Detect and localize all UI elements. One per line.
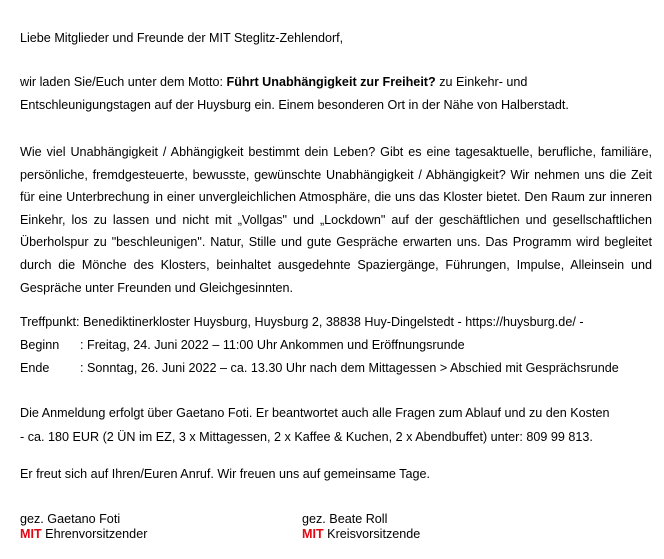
registration-line-2: - ca. 180 EUR (2 ÜN im EZ, 3 x Mittagessen, 2 x Kaffee & Kuchen, 2 x Abendbuffet) unter: 809 99 813. xyxy=(20,430,593,444)
signature-block-2 xyxy=(302,512,420,542)
motto: Führt Unabhängigkeit zur Freiheit? xyxy=(226,75,436,89)
signature-name: gez. Gaetano Foti xyxy=(20,512,121,526)
signature-role-line xyxy=(20,527,147,542)
invitation-line-1 xyxy=(20,74,527,90)
signature-role: Kreisvorsitzende xyxy=(323,527,421,541)
start-row xyxy=(20,337,465,353)
end-row xyxy=(20,360,619,376)
start-label: Beginn xyxy=(20,338,60,352)
start-value: : Freitag, 24. Juni 2022 – 11:00 Uhr Ankommen und Eröffnungsrunde xyxy=(80,338,465,352)
mit-label: MIT xyxy=(20,527,42,541)
mit-label: MIT xyxy=(302,527,324,541)
signature-role-line xyxy=(302,527,420,542)
invitation-text: wir laden Sie/Euch unter dem Motto: xyxy=(20,75,227,89)
end-label: Ende xyxy=(20,361,50,375)
closing-sentence: Er freut sich auf Ihren/Euren Anruf. Wir freuen uns auf gemeinsame Tage. xyxy=(20,467,430,481)
greeting: Liebe Mitglieder und Freunde der MIT Steglitz-Zehlendorf, xyxy=(20,31,344,45)
signature-name: gez. Beate Roll xyxy=(302,512,388,526)
registration-line-1: Die Anmeldung erfolgt über Gaetano Foti. Er beantwortet auch alle Fragen zum Ablauf und zu den Kosten xyxy=(20,406,610,420)
signature-block-1 xyxy=(20,512,147,542)
end-value: : Sonntag, 26. Juni 2022 – ca. 13.30 Uhr nach dem Mittagessen > Abschied mit Gesprächsrunde xyxy=(80,361,619,375)
body-paragraph: Wie viel Unabhängigkeit / Abhängigkeit bestimmt dein Leben? Gibt es eine tagesaktuelle, berufliche, familiäre, persönliche, fremdgesteuerte, bewusste, gewünschte Unabhängigkeit / Abhängigkeit? Wir nehmen uns die Zeit für eine Unterbrechung in einer unvergleichlichen Atmosphäre, die uns das Kloster bietet. Den Raum zur inneren Einkehr, los zu lassen und nicht mit „Vollgas" und „Lockdown" auf der geschäftlichen und gesellschaftlichen Überholspur zu "beschleunigen". Natur, Stille und gute Gespräche erwarten uns. Das Programm wird begleitet durch die Mönche des Klosters, beinhaltet ausgedehnte Spaziergänge, Führungen, Impulse, Alleinsein und Gespräche unter Freunden und Gleichgesinnten. xyxy=(20,145,652,295)
invitation-line-2: Entschleunigungstagen auf der Huysburg ein. Einem besonderen Ort in der Nähe von Halberstadt. xyxy=(20,98,569,112)
meeting-point: Treffpunkt: Benediktinerkloster Huysburg, Huysburg 2, 38838 Huy-Dingelstedt - https://huysburg.de/ - xyxy=(20,315,584,329)
signature-role: Ehrenvorsitzender xyxy=(41,527,148,541)
invitation-text-end: zu Einkehr- und xyxy=(435,75,528,89)
